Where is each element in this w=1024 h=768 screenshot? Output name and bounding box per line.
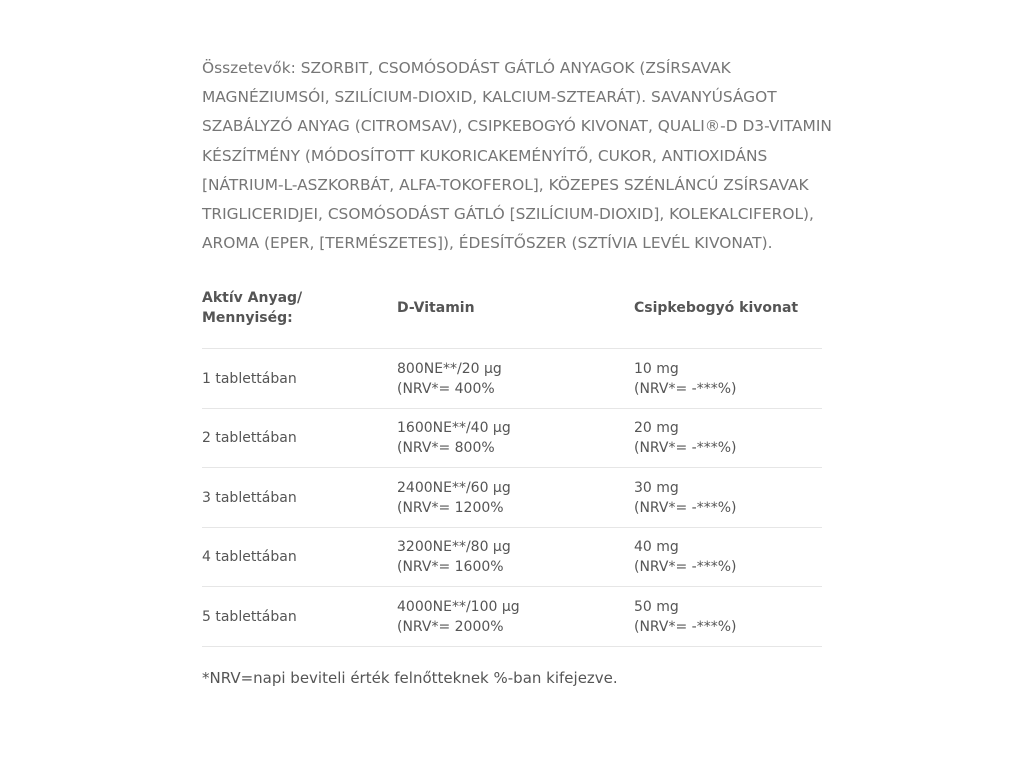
- rosehip-cell: [634, 408, 822, 468]
- vitamin-d-amount: 4000NE**/100 µg: [397, 598, 520, 615]
- header-amount-line2: Mennyiség:: [202, 310, 293, 327]
- vitamin-d-cell: [397, 408, 634, 468]
- dose-cell: 1 tablettában: [202, 349, 397, 409]
- rosehip-nrv: (NRV*= -***%): [634, 380, 737, 397]
- rosehip-nrv: (NRV*= -***%): [634, 618, 737, 635]
- rosehip-cell: [634, 349, 822, 409]
- vitamin-d-nrv: (NRV*= 400%: [397, 380, 495, 397]
- vitamin-d-nrv: (NRV*= 1200%: [397, 499, 504, 516]
- table-row: [202, 349, 822, 409]
- dose-cell: 3 tablettában: [202, 468, 397, 528]
- header-amount-line1: Aktív Anyag/: [202, 290, 303, 307]
- rosehip-amount: 20 mg: [634, 420, 679, 437]
- vitamin-d-nrv: (NRV*= 1600%: [397, 559, 504, 576]
- vitamin-d-cell: [397, 587, 634, 647]
- rosehip-amount: 40 mg: [634, 539, 679, 556]
- vitamin-d-nrv: (NRV*= 800%: [397, 440, 495, 457]
- dose-cell: 5 tablettában: [202, 587, 397, 647]
- vitamin-d-amount: 800NE**/20 µg: [397, 360, 502, 377]
- product-details: [202, 54, 842, 689]
- rosehip-amount: 30 mg: [634, 479, 679, 496]
- header-vitamin-d: D-Vitamin: [397, 280, 634, 349]
- ingredients-text: Összetevők: SZORBIT, CSOMÓSODÁST GÁTLÓ ANYAGOK (ZSÍRSAVAK MAGNÉZIUMSÓI, SZILÍCIUM-DIOXID, KALCIUM-SZTEARÁT). SAVANYÚSÁGOT SZABÁLYZÓ ANYAG (CITROMSAV), CSIPKEBOGYÓ KIVONAT, QUALI®-D D3-VITAMIN KÉSZÍTMÉNY (MÓDOSÍTOTT KUKORICAKEMÉNYÍTŐ, CUKOR, ANTIOXIDÁNS [NÁTRIUM-L-ASZKORBÁT, ALFA-TOKOFEROL], KÖZEPES SZÉNLÁNCÚ ZSÍRSAVAK TRIGLICERIDJEI, CSOMÓSODÁST GÁTLÓ [SZILÍCIUM-DIOXID], KOLEKALCIFEROL), AROMA (EPER, [TERMÉSZETES]), ÉDESÍTŐSZER (SZTÍVIA LEVÉL KIVONAT).: [202, 59, 832, 253]
- header-amount: [202, 280, 397, 349]
- nrv-footnote: *NRV=napi beviteli érték felnőtteknek %-ban kifejezve.: [202, 668, 618, 687]
- dose-cell: 4 tablettában: [202, 527, 397, 587]
- table-header-row: [202, 280, 822, 349]
- rosehip-cell: [634, 587, 822, 647]
- rosehip-cell: [634, 527, 822, 587]
- dose-cell: 2 tablettában: [202, 408, 397, 468]
- rosehip-amount: 10 mg: [634, 360, 679, 377]
- rosehip-amount: 50 mg: [634, 598, 679, 615]
- rosehip-nrv: (NRV*= -***%): [634, 559, 737, 576]
- vitamin-d-cell: [397, 349, 634, 409]
- header-rosehip: Csipkebogyó kivonat: [634, 280, 822, 349]
- vitamin-d-amount: 1600NE**/40 µg: [397, 420, 511, 437]
- rosehip-nrv: (NRV*= -***%): [634, 499, 737, 516]
- rosehip-nrv: (NRV*= -***%): [634, 440, 737, 457]
- vitamin-d-cell: [397, 468, 634, 528]
- table-row: [202, 468, 822, 528]
- vitamin-d-amount: 3200NE**/80 µg: [397, 539, 511, 556]
- vitamin-d-amount: 2400NE**/60 µg: [397, 479, 511, 496]
- nutrition-table: [202, 280, 822, 647]
- table-row: [202, 587, 822, 647]
- table-row: [202, 527, 822, 587]
- rosehip-cell: [634, 468, 822, 528]
- table-row: [202, 408, 822, 468]
- vitamin-d-nrv: (NRV*= 2000%: [397, 618, 504, 635]
- vitamin-d-cell: [397, 527, 634, 587]
